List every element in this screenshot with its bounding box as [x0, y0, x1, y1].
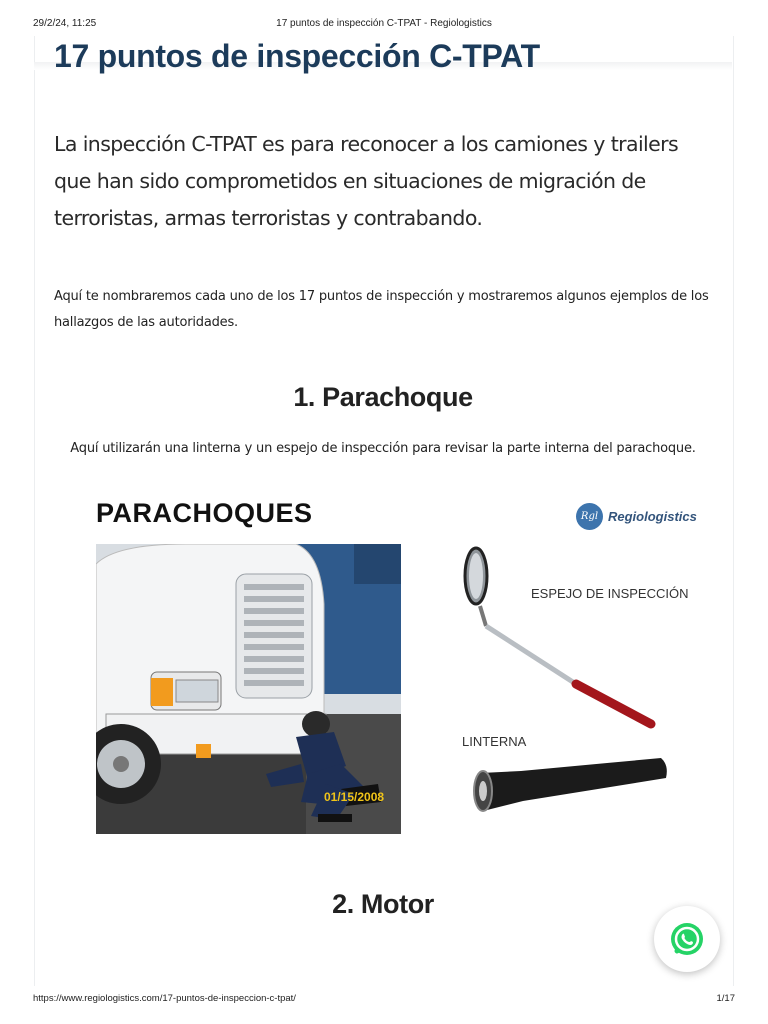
flashlight-label: LINTERNA — [462, 734, 527, 749]
article-title: 17 puntos de inspección C-TPAT — [54, 38, 540, 74]
logo-mark-icon: Rgl — [576, 503, 603, 530]
section-heading-parachoque: 1. Parachoque — [293, 382, 473, 412]
flashlight-image — [471, 753, 671, 828]
inspection-mirror-image — [446, 544, 666, 744]
whatsapp-button[interactable] — [654, 906, 720, 972]
print-page-title: 17 puntos de inspección C-TPAT - Regiologistics — [276, 18, 492, 29]
print-datetime: 29/2/24, 11:25 — [33, 18, 97, 29]
whatsapp-icon — [668, 920, 706, 958]
photo-date: 01/15/2008 — [324, 790, 385, 804]
section-heading-motor: 2. Motor — [332, 889, 434, 919]
intro-text: La inspección C-TPAT es para reconocer a los camiones y trailers que han sido comprometidos en situaciones de migración de terroristas, armas terroristas y contrabando. — [54, 132, 679, 230]
figure-title: PARACHOQUES — [96, 498, 313, 528]
parachoques-figure — [86, 488, 710, 848]
regiologistics-logo — [576, 501, 697, 531]
section-text-parachoque: Aquí utilizarán una linterna y un espejo de inspección para revisar la parte interna del parachoque. — [70, 441, 696, 456]
print-footer — [0, 993, 768, 1007]
intro-paragraph: Aquí te nombraremos cada uno de los 17 puntos de inspección y mostraremos algunos ejemplos de los hallazgos de las autoridades. — [54, 289, 709, 330]
print-header — [0, 16, 768, 32]
print-page-number: 1/17 — [716, 993, 735, 1004]
logo-text: Regiologistics — [608, 508, 697, 524]
mirror-label: ESPEJO DE INSPECCIÓN — [531, 586, 689, 601]
print-url: https://www.regiologistics.com/17-puntos-de-inspeccion-c-tpat/ — [33, 993, 296, 1004]
